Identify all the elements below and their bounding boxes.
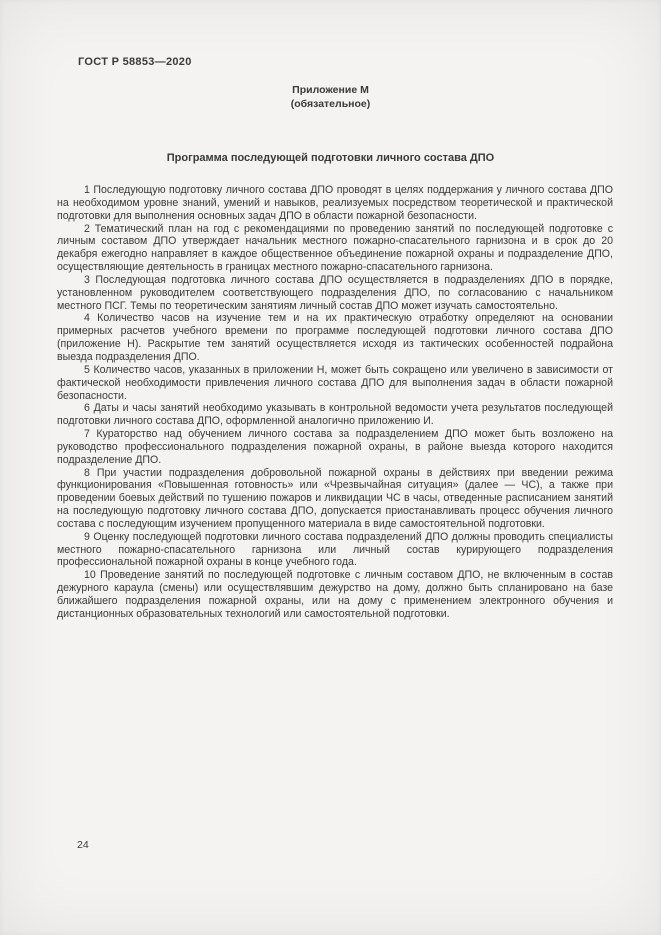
paragraph-5: 5 Количество часов, указанных в приложении Н, может быть сокращено или увеличено в зависимости от фактической необходимости привлечения личного состава ДПО для выполнения задач в области пожарной безопасности. bbox=[57, 363, 613, 402]
annex-block bbox=[0, 84, 661, 111]
standard-code-header: ГОСТ Р 58853—2020 bbox=[78, 56, 192, 68]
paragraph-6: 6 Даты и часы занятий необходимо указывать в контрольной ведомости учета результатов последующей подготовки личного состава ДПО, оформленной аналогично приложению И. bbox=[57, 402, 613, 428]
annex-label: Приложение М bbox=[292, 84, 369, 96]
paragraph-7: 7 Кураторство над обучением личного состава за подразделением ДПО может быть возложено на руководство профессионального подразделения пожарной охраны, в районе выезда которого находится подразделение ДПО. bbox=[57, 428, 613, 466]
document-title: Программа последующей подготовки личного состава ДПО bbox=[166, 152, 495, 164]
paragraph-1: 1 Последующую подготовку личного состава ДПО проводят в целях поддержания у личного состава ДПО на необходимом уровне знаний, умений и навыков, реализуемых посредством теоретической и практической подготовки для выполнения основных задач ДПО в области пожарной безопасности. bbox=[57, 184, 613, 222]
paragraph-9: 9 Оценку последующей подготовки личного состава подразделений ДПО должны проводить специалисты местного пожарно-спасательного гарнизона или личный состав курирующего подразделения профессиональной пожарной охраны в конце учебного года. bbox=[57, 530, 613, 569]
document-body bbox=[57, 184, 613, 621]
paragraph-2: 2 Тематический план на год с рекомендациями по проведению занятий по последующей подготовке с личным составом ДПО утверждает начальник местного пожарно-спасательного гарнизона и в срок до 20 декабря ежегодно направляет в каждое общественное объединение пожарной охраны и подразделение ДПО, осуществляющие деятельность в границах местного пожарно-спасательного гарнизона. bbox=[57, 222, 613, 274]
paragraph-10: 10 Проведение занятий по последующей подготовке с личным составом ДПО, не включенным в состав дежурного караула (смены) или осуществлявшим дежурство на дому, должно быть спланировано на базе ближайшего подразделения пожарной охраны, или на дому с применением электронного обучения и дистанционных образовательных технологий или самостоятельной подготовки. bbox=[57, 569, 613, 620]
paragraph-4: 4 Количество часов на изучение тем и на их практическую отработку определяют на основании примерных расчетов учебного времени по программе последующей подготовки личного состава ДПО (приложение Н). Раскрытие тем занятий осуществляется исходя из тактических особенностей подрайона выезда подразделения ДПО. bbox=[57, 312, 613, 363]
paragraph-3: 3 Последующая подготовка личного состава ДПО осуществляется в подразделениях ДПО в порядке, установленном руководителем соответствующего подразделения ДПО, по согласованию с начальником местного ПСГ. Темы по теоретическим занятиям личный состав ДПО может изучать самостоятельно. bbox=[57, 273, 613, 312]
annex-type: (обязательное) bbox=[290, 97, 371, 110]
page-number: 24 bbox=[77, 839, 89, 851]
paragraph-8: 8 При участии подразделения добровольной пожарной охраны в действиях при введении режима функционирования «Повышенная готовность» или «Чрезвычайная ситуация» (далее — ЧС), а также при проведении боевых действий по тушению пожаров и ликвидации ЧС в часы, отведенные расписанием занятий на последующую подготовку личного состава ДПО, допускается приостанавливать процесс обучения личного состава с последующим изучением пропущенного материала в виде самостоятельной подготовки. bbox=[57, 466, 613, 530]
